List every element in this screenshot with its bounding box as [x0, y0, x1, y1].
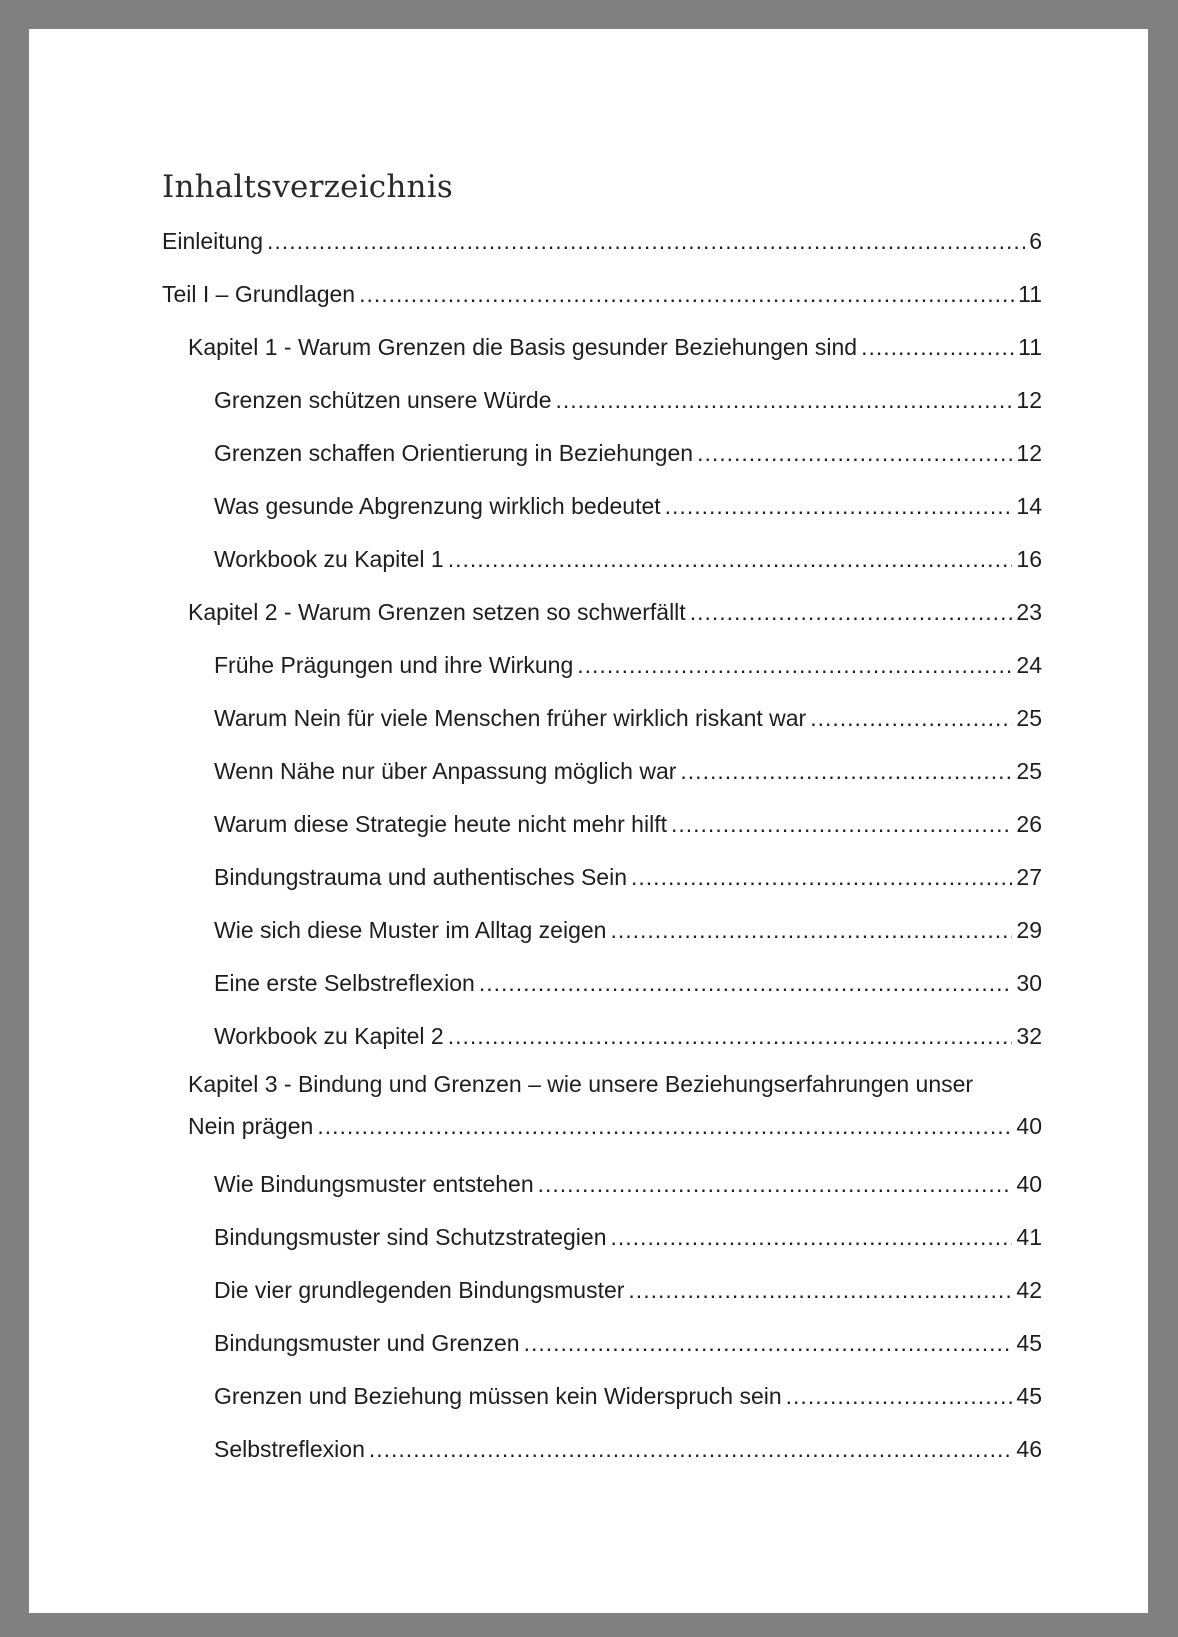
toc-entry[interactable] [162, 427, 1042, 480]
toc-dot-leader [631, 851, 1012, 904]
toc-entry[interactable] [162, 639, 1042, 692]
toc-dot-leader [479, 957, 1013, 1010]
toc-page-number: 45 [1016, 1383, 1042, 1409]
toc-page-number: 40 [1016, 1171, 1042, 1197]
toc-entry-label: Warum diese Strategie heute nicht mehr hilft [214, 811, 667, 837]
toc-entry-label: Eine erste Selbstreflexion [214, 970, 475, 996]
toc-page-number: 16 [1016, 546, 1042, 572]
toc-entry-label: Kapitel 1 - Warum Grenzen die Basis gesunder Beziehungen sind [188, 334, 858, 360]
toc-entry[interactable] [162, 957, 1042, 1010]
toc-list [162, 215, 1042, 1476]
toc-page-number: 12 [1016, 440, 1042, 466]
toc-page-number: 29 [1016, 917, 1042, 943]
toc-entry-label: Selbstreflexion [214, 1436, 365, 1462]
toc-entry[interactable] [162, 215, 1042, 268]
toc-entry[interactable] [162, 1010, 1042, 1063]
toc-entry-label: Teil I – Grundlagen [162, 281, 356, 307]
toc-page-number: 11 [1018, 281, 1042, 307]
toc-page-number: 12 [1016, 387, 1042, 413]
toc-dot-leader [524, 1317, 1013, 1370]
toc-entry[interactable] [162, 480, 1042, 533]
toc-dot-leader [538, 1158, 1013, 1211]
toc-entry-label: Warum Nein für viele Menschen früher wirklich riskant war [214, 705, 807, 731]
toc-entry[interactable] [162, 851, 1042, 904]
toc-page-number: 14 [1016, 493, 1042, 519]
toc-entry-label: Frühe Prägungen und ihre Wirkung [214, 652, 574, 678]
toc-entry-label: Bindungstrauma und authentisches Sein [214, 864, 628, 890]
toc-dot-leader [671, 798, 1012, 851]
toc-entry-label: Einleitung [162, 228, 264, 254]
toc-entry-label-continued: Nein prägen [188, 1113, 314, 1139]
toc-dot-leader [267, 215, 1025, 268]
toc-page-number: 23 [1016, 599, 1042, 625]
toc-dot-leader [680, 745, 1012, 798]
toc-entry[interactable] [162, 374, 1042, 427]
toc-page-number: 25 [1016, 758, 1042, 784]
toc-dot-leader [359, 268, 1014, 321]
toc-entry-label: Workbook zu Kapitel 2 [214, 1023, 444, 1049]
toc-page-number: 40 [1016, 1113, 1042, 1139]
toc-entry[interactable] [162, 1264, 1042, 1317]
toc-dot-leader [369, 1423, 1013, 1476]
toc-dot-leader [611, 1211, 1013, 1264]
document-page [29, 29, 1148, 1613]
toc-entry-label: Kapitel 3 - Bindung und Grenzen – wie unsere Beziehungserfahrungen unser [188, 1071, 974, 1097]
toc-page-number: 32 [1016, 1023, 1042, 1049]
toc-dot-leader [448, 1010, 1013, 1063]
toc-page-number: 6 [1029, 228, 1042, 254]
toc-page-number: 25 [1016, 705, 1042, 731]
toc-dot-leader [448, 533, 1013, 586]
toc-dot-leader [690, 586, 1013, 639]
toc-entry-label: Workbook zu Kapitel 1 [214, 546, 444, 572]
toc-dot-leader [810, 692, 1012, 745]
toc-page-number: 45 [1016, 1330, 1042, 1356]
toc-dot-leader [556, 374, 1013, 427]
toc-entry-label: Grenzen schützen unsere Würde [214, 387, 552, 413]
toc-entry[interactable] [162, 1317, 1042, 1370]
toc-entry-label: Die vier grundlegenden Bindungsmuster [214, 1277, 625, 1303]
toc-entry[interactable] [162, 1423, 1042, 1476]
toc-entry[interactable] [162, 1063, 1042, 1147]
toc-page-number: 11 [1018, 334, 1042, 360]
toc-entry[interactable] [162, 533, 1042, 586]
toc-entry[interactable] [162, 904, 1042, 957]
toc-entry-label: Bindungsmuster sind Schutzstrategien [214, 1224, 607, 1250]
toc-entry-label: Wenn Nähe nur über Anpassung möglich war [214, 758, 677, 784]
toc-entry[interactable] [162, 586, 1042, 639]
toc-entry[interactable] [162, 798, 1042, 851]
toc-page-number: 24 [1016, 652, 1042, 678]
toc-title: Inhaltsverzeichnis [162, 169, 453, 205]
toc-dot-leader [577, 639, 1012, 692]
toc-entry[interactable] [162, 692, 1042, 745]
toc-page-number: 30 [1016, 970, 1042, 996]
toc-entry-label: Grenzen und Beziehung müssen kein Widerspruch sein [214, 1383, 782, 1409]
toc-entry-label: Grenzen schaffen Orientierung in Beziehungen [214, 440, 694, 466]
toc-page-number: 41 [1016, 1224, 1042, 1250]
toc-dot-leader [697, 427, 1012, 480]
toc-entry-line2 [188, 1105, 1042, 1147]
toc-page-number: 46 [1016, 1436, 1042, 1462]
toc-entry-label: Wie Bindungsmuster entstehen [214, 1171, 534, 1197]
toc-entry-label: Wie sich diese Muster im Alltag zeigen [214, 917, 607, 943]
toc-entry[interactable] [162, 1211, 1042, 1264]
toc-entry-label: Kapitel 2 - Warum Grenzen setzen so schwerfällt [188, 599, 686, 625]
toc-entry[interactable] [162, 745, 1042, 798]
toc-page-number: 42 [1016, 1277, 1042, 1303]
toc-entry[interactable] [162, 321, 1042, 374]
toc-dot-leader [317, 1105, 1012, 1147]
toc-dot-leader [861, 321, 1014, 374]
toc-dot-leader [786, 1370, 1013, 1423]
toc-page-number: 27 [1016, 864, 1042, 890]
toc-entry[interactable] [162, 268, 1042, 321]
toc-entry-label: Was gesunde Abgrenzung wirklich bedeutet [214, 493, 661, 519]
toc-entry-label: Bindungsmuster und Grenzen [214, 1330, 520, 1356]
toc-entry-label-line1 [188, 1063, 1042, 1105]
toc-page-number: 26 [1016, 811, 1042, 837]
toc-entry[interactable] [162, 1370, 1042, 1423]
toc-dot-leader [610, 904, 1012, 957]
toc-dot-leader [665, 480, 1013, 533]
toc-entry[interactable] [162, 1158, 1042, 1211]
table-of-contents [162, 159, 1042, 1476]
toc-dot-leader [628, 1264, 1012, 1317]
